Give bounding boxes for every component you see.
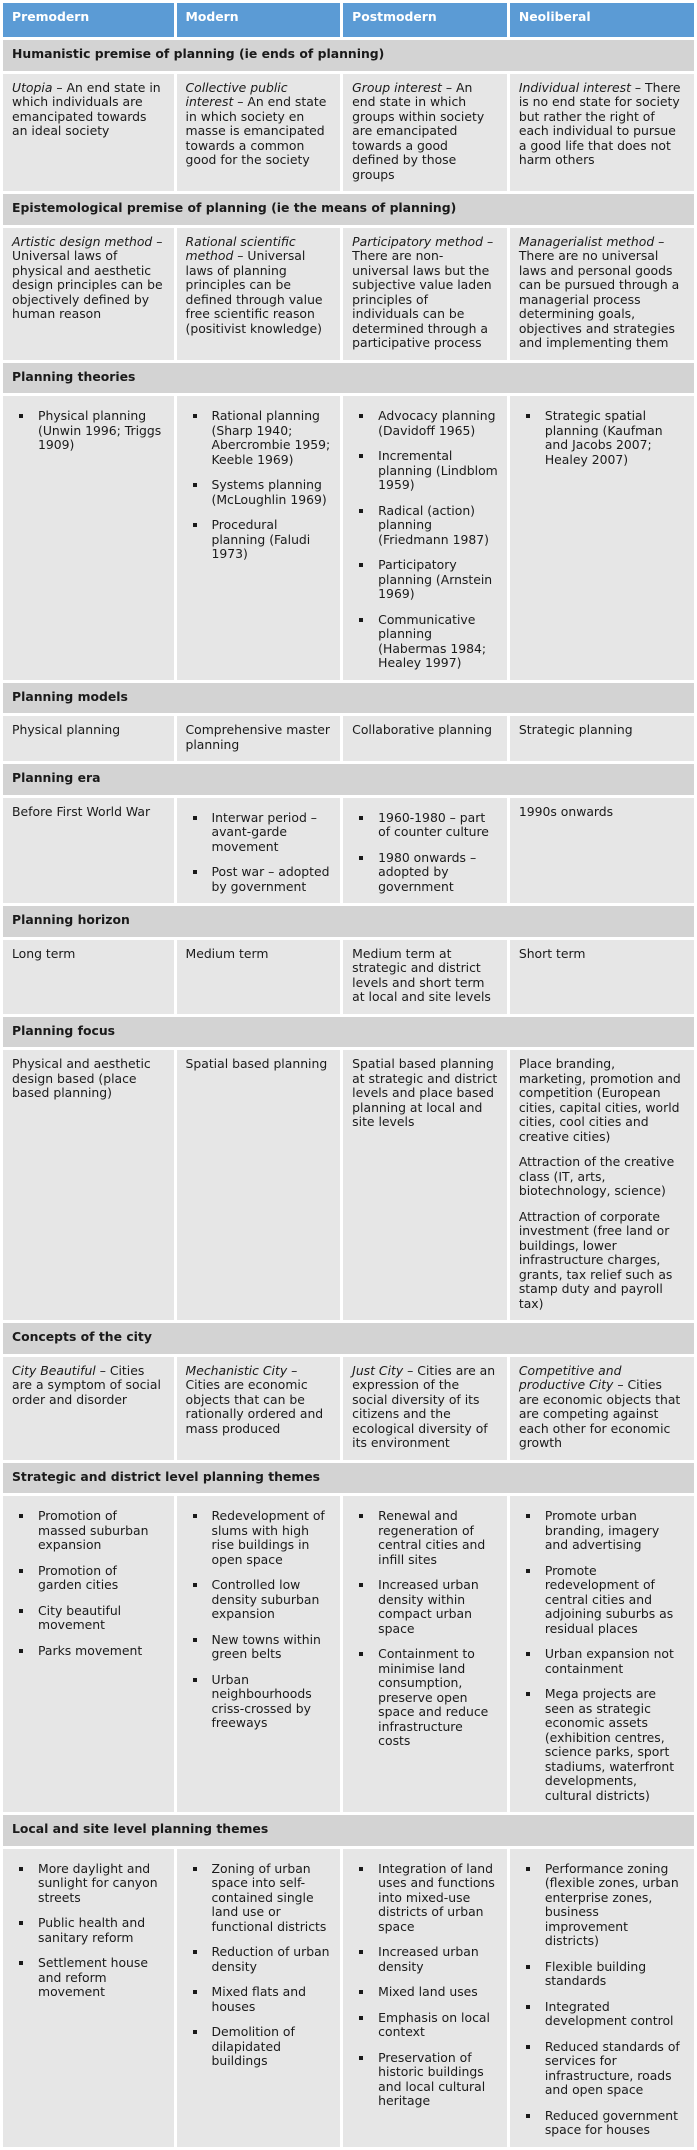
cell-text: – Cities are economic objects that can be rationally ordered and mass produced	[185, 1362, 324, 1436]
cell-postmodern	[343, 1357, 507, 1460]
list-item: Integrated development control	[545, 2000, 685, 2029]
cell-text: – Universal laws of planning principles can be defined through value free scientific reason (positivist knowledge)	[185, 248, 323, 336]
cell-premodern	[3, 228, 174, 360]
list-item: Strategic spatial planning (Kaufman and Jacobs 2007; Healey 2007)	[545, 409, 685, 467]
bullet-list	[186, 409, 332, 562]
cell-premodern	[3, 940, 174, 1014]
section-content-row	[3, 1496, 694, 1812]
section-content-row	[3, 396, 694, 680]
section-title: Local and site level planning themes	[3, 1815, 694, 1846]
list-item: Advocacy planning (Davidoff 1965)	[378, 409, 498, 438]
cell-text: – There are no universal laws and personal goods can be pursued through a managerial process determining goals, objectives and strategies and implementing them	[518, 233, 680, 350]
cell-postmodern	[343, 396, 507, 680]
cell-lead-term: Rational scientific method	[185, 233, 296, 263]
cell-premodern	[3, 798, 174, 904]
list-item: Emphasis on local context	[378, 2011, 498, 2040]
cell-text: Physical and aesthetic design based (place based planning)	[12, 1056, 151, 1100]
cell-modern	[177, 1050, 341, 1320]
section-content-row	[3, 940, 694, 1014]
list-item: Rational planning (Sharp 1940; Abercrombie 1959; Keeble 1969)	[211, 408, 331, 467]
list-item: 1960-1980 – part of counter culture	[378, 811, 498, 840]
cell-postmodern	[343, 798, 507, 904]
cell-text: Spatial based planning at strategic and district levels and place based planning at local and site levels	[352, 1056, 498, 1129]
bullet-list	[352, 409, 498, 671]
list-item: Post war – adopted by government	[211, 864, 330, 894]
cell-postmodern	[343, 1050, 507, 1320]
list-item: Settlement house and reform movement	[38, 1956, 165, 2000]
cell-neoliberal	[510, 74, 694, 192]
cell-premodern	[3, 1357, 174, 1460]
section-content-row	[3, 798, 694, 904]
cell-premodern	[3, 716, 174, 761]
list-item: New towns within green belts	[212, 1633, 332, 1662]
list-item: Performance zoning (flexible zones, urban enterprise zones, business improvement districts)	[545, 1862, 685, 1949]
cell-neoliberal	[510, 228, 694, 360]
cell-neoliberal	[510, 1496, 694, 1812]
list-item: Systems planning (McLoughlin 1969)	[212, 478, 332, 507]
list-item: Reduction of urban density	[211, 1944, 330, 1974]
cell-text: Long term	[12, 945, 76, 961]
cell-paragraph: Place branding, marketing, promotion and competition (European cities, capital cities, world cities, cool cities and creative cities)	[518, 1056, 681, 1144]
list-item: Promote urban branding, imagery and advertising	[545, 1509, 685, 1553]
cell-text: – Cities are a symptom of social order and disorder	[12, 1362, 161, 1407]
cell-paragraph: Attraction of corporate investment (free land or buildings, lower infrastructure charges, grants, tax relief such as stamp duty and payroll tax)	[518, 1208, 673, 1311]
section-title: Humanistic premise of planning (ie ends of planning)	[3, 40, 694, 71]
section-title: Concepts of the city	[3, 1323, 694, 1354]
section-header-row	[3, 1323, 694, 1354]
list-item: More daylight and sunlight for canyon streets	[38, 1862, 165, 1906]
cell-postmodern	[343, 1496, 507, 1812]
list-item: Urban neighbourhoods criss-crossed by freeways	[212, 1673, 332, 1731]
cell-postmodern	[343, 1849, 507, 2147]
bullet-list	[519, 1862, 685, 2138]
section-header-row	[3, 906, 694, 937]
bullet-list	[519, 1509, 685, 1803]
section-title: Planning horizon	[3, 906, 694, 937]
list-item: Reduced government space for houses	[545, 2109, 685, 2138]
cell-modern	[177, 716, 341, 761]
cell-lead-term: Collective public interest	[185, 79, 288, 109]
list-item: Increased urban density	[378, 1945, 498, 1974]
list-item: Controlled low density suburban expansion	[212, 1578, 332, 1622]
cell-neoliberal	[510, 1849, 694, 2147]
cell-text: Collaborative planning	[352, 722, 492, 737]
cell-text: – Cities are economic objects that are competing against each other for economic growth	[518, 1377, 681, 1450]
column-header-modern: Modern	[177, 3, 341, 37]
cell-neoliberal	[510, 940, 694, 1014]
cell-modern	[177, 74, 341, 192]
cell-premodern	[3, 74, 174, 192]
list-item: 1980 onwards – adopted by government	[378, 851, 498, 895]
list-item: Incremental planning (Lindblom 1959)	[378, 448, 498, 492]
cell-lead-term: Competitive and productive City	[518, 1362, 622, 1392]
section-content-row	[3, 1357, 694, 1460]
section-header-row	[3, 683, 694, 714]
section-content-row	[3, 1050, 694, 1320]
cell-text: 1990s onwards	[518, 803, 614, 819]
list-item: Urban expansion not containment	[545, 1647, 685, 1676]
bullet-list	[352, 811, 498, 895]
bullet-list	[12, 409, 165, 453]
section-content-row	[3, 1849, 694, 2147]
cell-postmodern	[343, 940, 507, 1014]
list-item: Interwar period – avant-garde movement	[212, 811, 332, 855]
cell-modern	[177, 798, 341, 904]
bullet-list	[12, 1862, 165, 2000]
bullet-list	[352, 1509, 498, 1749]
section-header-row	[3, 1815, 694, 1846]
cell-text: – An end state in which society en masse is emancipated towards a common good for the society	[185, 94, 327, 167]
cell-paragraph: Attraction of the creative class (IT, arts, biotechnology, science)	[518, 1154, 675, 1198]
list-item: Demolition of dilapidated buildings	[212, 2025, 332, 2069]
section-content-row	[3, 74, 694, 192]
cell-postmodern	[343, 74, 507, 192]
list-item: City beautiful movement	[38, 1604, 165, 1633]
cell-postmodern	[343, 716, 507, 761]
cell-text: Short term	[518, 945, 586, 961]
list-item: Promote redevelopment of central cities and adjoining suburbs as residual places	[545, 1564, 685, 1637]
section-header-row	[3, 194, 694, 225]
cell-text: Medium term	[185, 945, 269, 961]
table-body	[3, 40, 694, 2147]
section-title: Planning era	[3, 764, 694, 795]
cell-neoliberal	[510, 798, 694, 904]
list-item: Radical (action) planning (Friedmann 1987)	[378, 504, 498, 548]
cell-neoliberal	[510, 396, 694, 680]
section-title: Planning models	[3, 683, 694, 714]
section-header-row	[3, 1463, 694, 1494]
cell-text: – An end state in which individuals are emancipated towards an ideal society	[12, 79, 161, 138]
section-header-row	[3, 764, 694, 795]
list-item: Zoning of urban space into self-contained single land use or functional districts	[212, 1862, 332, 1935]
cell-lead-term: City Beautiful	[12, 1362, 96, 1378]
cell-text: Before First World War	[12, 803, 151, 819]
cell-lead-term: Group interest	[352, 79, 442, 95]
cell-premodern	[3, 396, 174, 680]
list-item: Increased urban density within compact urban space	[378, 1578, 498, 1636]
list-item: Mega projects are seen as strategic economic assets (exhibition centres, science parks, sport stadiums, waterfront developments, cultural districts)	[545, 1687, 685, 1803]
section-content-row	[3, 228, 694, 360]
cell-lead-term: Individual interest	[518, 79, 631, 95]
cell-modern	[177, 1496, 341, 1812]
bullet-list	[12, 1509, 165, 1658]
bullet-list	[519, 409, 685, 467]
cell-lead-term: Participatory method	[352, 233, 483, 249]
section-header-row	[3, 40, 694, 71]
cell-text: Medium term at strategic and district levels and short term at local and site levels	[352, 945, 491, 1004]
bullet-list	[352, 1862, 498, 2109]
list-item: Integration of land uses and functions into mixed-use districts of urban space	[378, 1862, 498, 1935]
cell-neoliberal	[510, 716, 694, 761]
bullet-list	[186, 811, 332, 895]
cell-text: – An end state in which groups within society are emancipated towards a good defined by those groups	[352, 79, 485, 182]
cell-lead-term: Mechanistic City	[185, 1362, 288, 1378]
section-title: Epistemological premise of planning (ie the means of planning)	[3, 194, 694, 225]
list-item: Public health and sanitary reform	[38, 1916, 165, 1945]
cell-modern	[177, 940, 341, 1014]
list-item: Promotion of garden cities	[38, 1564, 165, 1593]
cell-postmodern	[343, 228, 507, 360]
cell-modern	[177, 396, 341, 680]
list-item: Communicative planning (Habermas 1984; Healey 1997)	[378, 613, 498, 671]
cell-lead-term: Artistic design method	[12, 233, 153, 249]
cell-neoliberal	[510, 1050, 694, 1320]
cell-text: Spatial based planning	[185, 1056, 328, 1071]
cell-text: Physical planning	[12, 722, 121, 737]
cell-text: – Universal laws of physical and aesthetic design principles can be objectively defined by human reason	[12, 233, 163, 321]
section-header-row	[3, 1017, 694, 1048]
bullet-list	[186, 1862, 332, 2069]
cell-text: – There are non-universal laws but the subjective value laden principles of individuals can be determined through a participative process	[352, 233, 494, 350]
list-item: Physical planning (Unwin 1996; Triggs 1909)	[38, 409, 165, 453]
cell-premodern	[3, 1050, 174, 1320]
list-item: Flexible building standards	[545, 1960, 685, 1989]
cell-modern	[177, 228, 341, 360]
cell-premodern	[3, 1849, 174, 2147]
cell-lead-term: Managerialist method	[518, 233, 655, 249]
cell-lead-term: Just City	[352, 1362, 404, 1378]
cell-text: – There is no end state for society but rather the right of each individual to pursue a good life that does not harm others	[518, 79, 681, 167]
cell-modern	[177, 1849, 341, 2147]
section-content-row	[3, 716, 694, 761]
cell-text: – Cities are an expression of the social diversity of its citizens and the ecological diversity of its environment	[352, 1362, 496, 1450]
column-header-postmodern: Postmodern	[343, 3, 507, 37]
section-header-row	[3, 363, 694, 394]
header-row	[3, 3, 694, 37]
section-title: Planning theories	[3, 363, 694, 394]
list-item: Mixed flats and houses	[212, 1985, 332, 2014]
cell-lead-term: Utopia	[12, 79, 53, 95]
list-item: Redevelopment of slums with high rise buildings in open space	[212, 1509, 332, 1567]
cell-text: Comprehensive master planning	[185, 722, 330, 752]
cell-text: Strategic planning	[518, 722, 633, 737]
bullet-list	[186, 1509, 332, 1731]
list-item: Reduced standards of services for infrastructure, roads and open space	[545, 2040, 685, 2098]
list-item: Mixed land uses	[378, 1985, 498, 2000]
cell-modern	[177, 1357, 341, 1460]
cell-premodern	[3, 1496, 174, 1812]
list-item: Preservation of historic buildings and local cultural heritage	[378, 2051, 498, 2109]
column-header-neoliberal: Neoliberal	[510, 3, 694, 37]
section-title: Strategic and district level planning themes	[3, 1463, 694, 1494]
list-item: Containment to minimise land consumption, preserve open space and reduce infrastructure costs	[378, 1647, 498, 1749]
section-title: Planning focus	[3, 1017, 694, 1048]
cell-neoliberal	[510, 1357, 694, 1460]
list-item: Participatory planning (Arnstein 1969)	[378, 558, 498, 602]
list-item: Parks movement	[38, 1644, 165, 1659]
list-item: Renewal and regeneration of central cities and infill sites	[378, 1509, 498, 1567]
list-item: Procedural planning (Faludi 1973)	[212, 518, 332, 562]
list-item: Promotion of massed suburban expansion	[38, 1509, 165, 1553]
column-header-premodern: Premodern	[3, 3, 174, 37]
